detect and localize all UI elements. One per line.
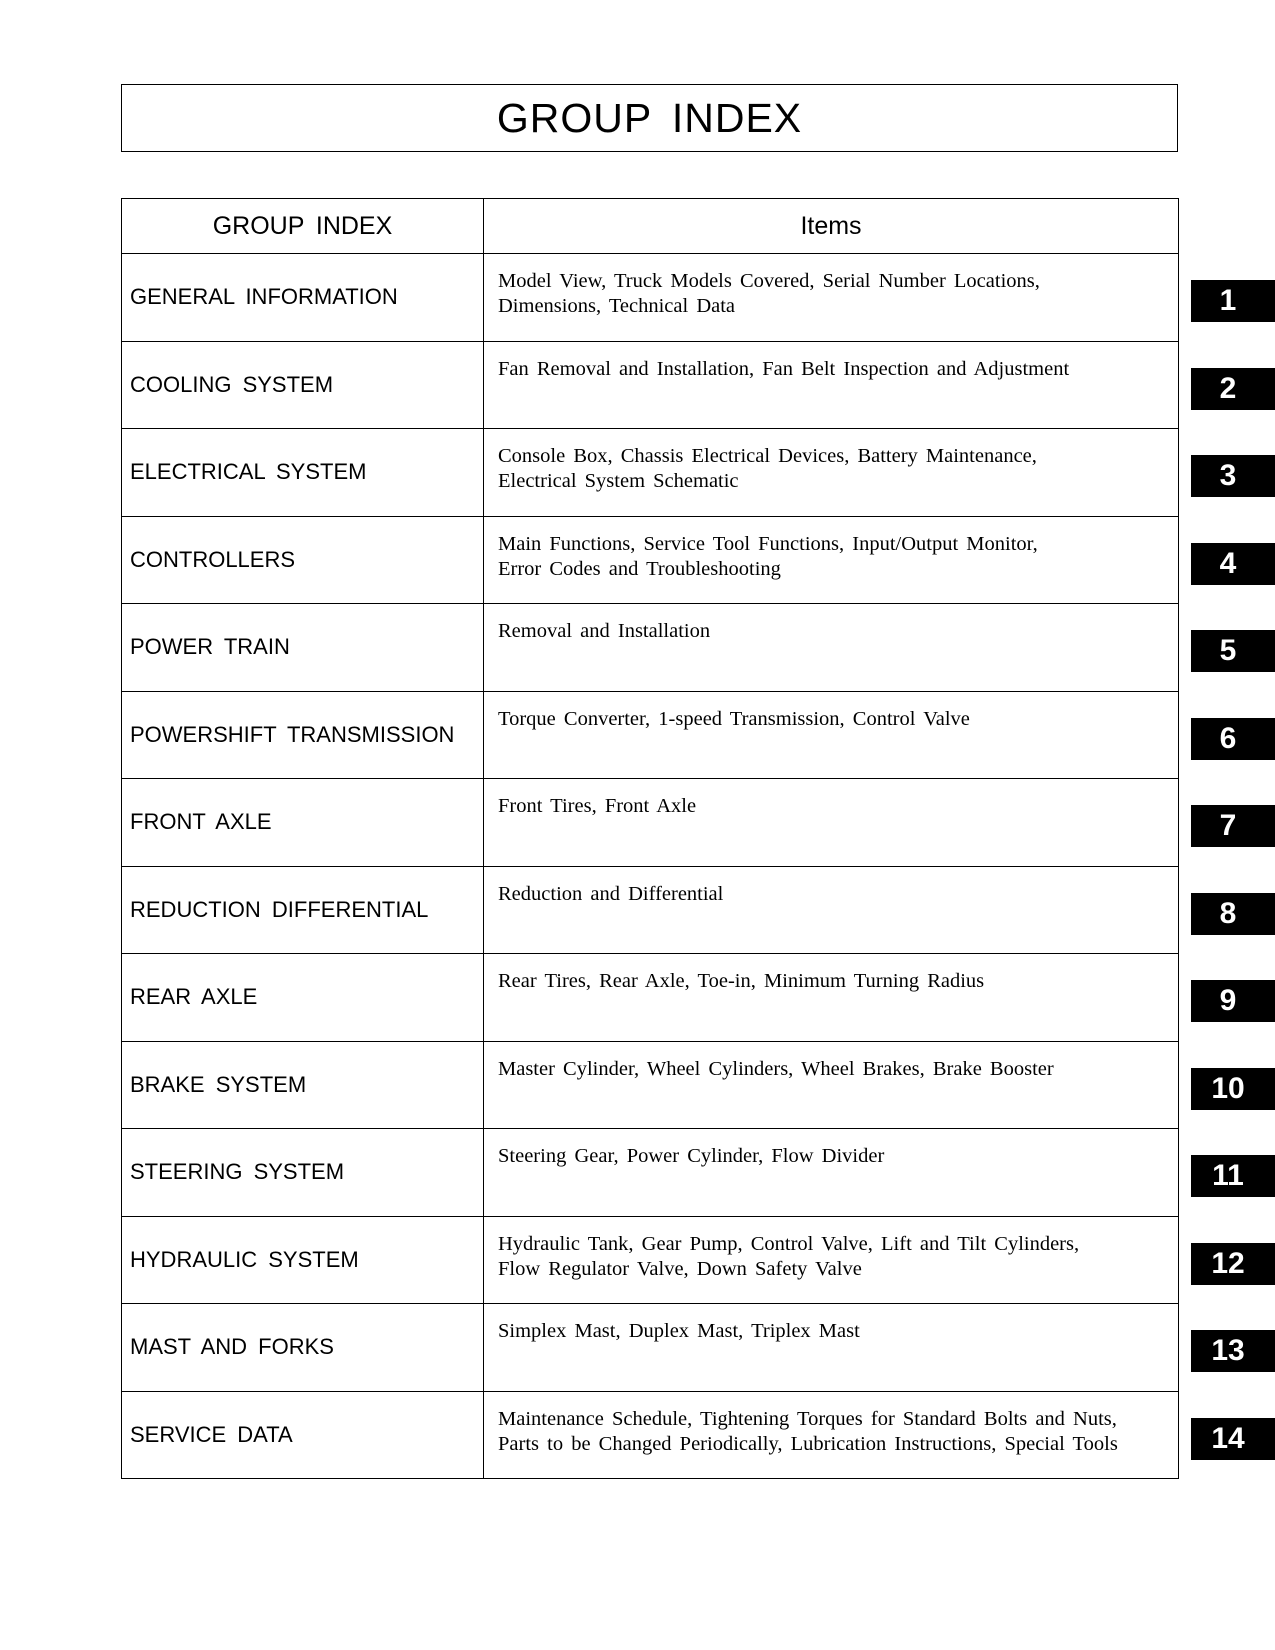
table-row (122, 516, 1179, 604)
items-line: Reduction and Differential (498, 882, 724, 905)
section-tab[interactable]: 1 (1191, 280, 1275, 322)
items-line: Model View, Truck Models Covered, Serial Number Locations, (498, 270, 1040, 292)
group-name[interactable]: POWER TRAIN (122, 604, 484, 692)
page-title: GROUP INDEX (121, 84, 1178, 152)
table-row (122, 779, 1179, 867)
items-line: Rear Tires, Rear Axle, Toe-in, Minimum Turning Radius (498, 970, 985, 992)
table-row (122, 429, 1179, 517)
group-name[interactable]: SERVICE DATA (122, 1391, 484, 1479)
items-line: Error Codes and Troubleshooting (498, 557, 781, 580)
items-line: Electrical System Schematic (498, 470, 739, 492)
section-tab[interactable]: 9 (1191, 980, 1275, 1022)
section-tab[interactable]: 11 (1191, 1155, 1275, 1197)
items-line: Main Functions, Service Tool Functions, Input/Output Monitor, (498, 532, 1038, 555)
items-line: Hydraulic Tank, Gear Pump, Control Valve, Lift and Tilt Cylinders, (498, 1232, 1080, 1255)
table-row (122, 1041, 1179, 1129)
section-tab[interactable]: 2 (1191, 368, 1275, 410)
group-items (484, 516, 1179, 604)
items-line: Maintenance Schedule, Tightening Torques for Standard Bolts and Nuts, (498, 1407, 1117, 1430)
table-row (122, 1216, 1179, 1304)
group-index-table (121, 198, 1179, 1479)
table-row (122, 954, 1179, 1042)
group-items (484, 254, 1179, 342)
section-tab[interactable]: 7 (1191, 805, 1275, 847)
group-index-column-header: GROUP INDEX (122, 199, 484, 254)
group-items (484, 429, 1179, 517)
section-tab[interactable]: 3 (1191, 455, 1275, 497)
group-items (484, 954, 1179, 1042)
group-name[interactable]: CONTROLLERS (122, 516, 484, 604)
group-items (484, 691, 1179, 779)
group-name[interactable]: POWERSHIFT TRANSMISSION (122, 691, 484, 779)
group-items (484, 1216, 1179, 1304)
items-line: Dimensions, Technical Data (498, 295, 736, 317)
section-tab[interactable]: 12 (1191, 1243, 1275, 1285)
table-row (122, 1391, 1179, 1479)
table-row (122, 341, 1179, 429)
items-line: Parts to be Changed Periodically, Lubrication Instructions, Special Tools (498, 1432, 1118, 1455)
group-items (484, 1041, 1179, 1129)
items-line: Torque Converter, 1-speed Transmission, Control Valve (498, 707, 970, 730)
table-row (122, 1304, 1179, 1392)
table-header-row (122, 199, 1179, 254)
items-line: Front Tires, Front Axle (498, 795, 697, 817)
items-line: Simplex Mast, Duplex Mast, Triplex Mast (498, 1320, 860, 1342)
group-name[interactable]: MAST AND FORKS (122, 1304, 484, 1392)
group-items (484, 604, 1179, 692)
table-row (122, 866, 1179, 954)
group-items (484, 779, 1179, 867)
group-name[interactable]: GENERAL INFORMATION (122, 254, 484, 342)
items-line: Fan Removal and Installation, Fan Belt Inspection and Adjustment (498, 357, 1070, 380)
items-line: Master Cylinder, Wheel Cylinders, Wheel Brakes, Brake Booster (498, 1057, 1054, 1080)
items-column-header: Items (484, 199, 1179, 254)
group-name[interactable]: COOLING SYSTEM (122, 341, 484, 429)
section-tab[interactable]: 13 (1191, 1330, 1275, 1372)
items-line: Console Box, Chassis Electrical Devices, Battery Maintenance, (498, 445, 1037, 467)
section-tab[interactable]: 5 (1191, 630, 1275, 672)
group-name[interactable]: REDUCTION DIFFERENTIAL (122, 866, 484, 954)
items-line: Removal and Installation (498, 620, 711, 642)
group-name[interactable]: HYDRAULIC SYSTEM (122, 1216, 484, 1304)
group-name[interactable]: STEERING SYSTEM (122, 1129, 484, 1217)
section-tab[interactable]: 6 (1191, 718, 1275, 760)
section-tab[interactable]: 8 (1191, 893, 1275, 935)
table-row (122, 254, 1179, 342)
table-row (122, 691, 1179, 779)
group-name[interactable]: ELECTRICAL SYSTEM (122, 429, 484, 517)
items-line: Steering Gear, Power Cylinder, Flow Divider (498, 1145, 885, 1167)
section-tab[interactable]: 10 (1191, 1068, 1275, 1110)
group-items (484, 341, 1179, 429)
table-row (122, 1129, 1179, 1217)
group-items (484, 1304, 1179, 1392)
section-tab[interactable]: 14 (1191, 1418, 1275, 1460)
group-items (484, 866, 1179, 954)
items-line: Flow Regulator Valve, Down Safety Valve (498, 1257, 862, 1280)
group-name[interactable]: BRAKE SYSTEM (122, 1041, 484, 1129)
group-name[interactable]: FRONT AXLE (122, 779, 484, 867)
group-name[interactable]: REAR AXLE (122, 954, 484, 1042)
group-items (484, 1391, 1179, 1479)
section-tab[interactable]: 4 (1191, 543, 1275, 585)
table-row (122, 604, 1179, 692)
group-items (484, 1129, 1179, 1217)
